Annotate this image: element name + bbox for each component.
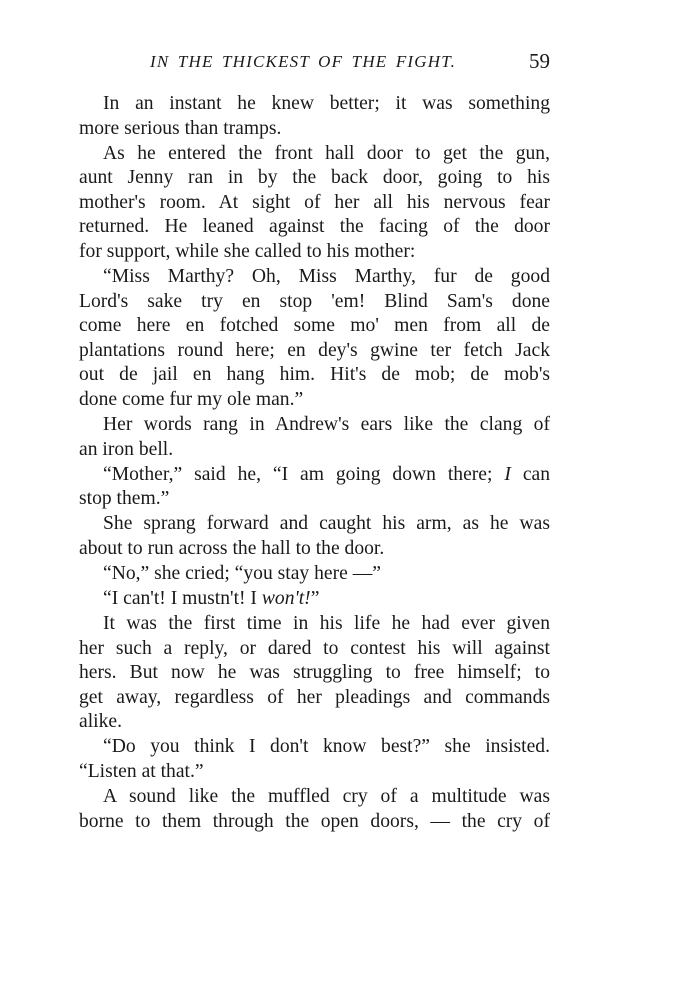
text-run: aunt Jenny ran in by the back door, going to his (79, 167, 550, 189)
text-run: “Listen at that.” (79, 760, 204, 782)
text-run: As he entered the front hall door to get the gun, (103, 142, 550, 164)
text-line (79, 290, 550, 315)
text-run: “Do you think I don't know best?” she insisted. (103, 736, 550, 758)
paragraph (79, 512, 550, 561)
text-run: about to run across the hall to the door. (79, 537, 385, 559)
text-run: an iron bell. (79, 438, 174, 460)
text-run: Her words rang in Andrew's ears like the clang of (103, 414, 550, 436)
text-line (79, 240, 550, 265)
text-line (79, 760, 550, 785)
text-run: for support, while she called to his mother: (79, 241, 416, 262)
text-line (79, 710, 550, 735)
text-run: get away, regardless of her pleadings and commands (79, 686, 550, 708)
text-line (79, 512, 550, 537)
text-run: done come fur my ole man.” (79, 389, 304, 410)
text-run: her such a reply, or dared to contest his will against (79, 637, 550, 659)
text-run: borne to them through the open doors, — the cry of (79, 810, 550, 832)
italic-text: I (504, 463, 511, 485)
text-run: “I can't! I mustn't! I (103, 587, 262, 609)
text-line (79, 438, 550, 463)
text-run: ” (310, 587, 320, 609)
text-run: Lord's sake try en stop 'em! Blind Sam's done (79, 290, 550, 312)
text-line (79, 388, 550, 413)
text-run: plantations round here; en dey's gwine ter fetch Jack (79, 339, 550, 361)
text-line (79, 265, 550, 290)
running-head: IN THE THICKEST OF THE FIGHT. (150, 52, 457, 71)
text-run: “Mother,” said he, “I am going down there; (103, 463, 505, 485)
text-line (79, 215, 550, 240)
text-line (79, 363, 550, 388)
text-line (79, 191, 550, 216)
italic-text: won't! (261, 587, 311, 609)
text-line (79, 463, 550, 488)
text-run: “No,” she cried; “you stay here —” (103, 562, 382, 584)
text-line (79, 142, 550, 167)
text-run: stop them.” (79, 488, 170, 510)
text-line (79, 487, 550, 512)
paragraph (79, 735, 550, 784)
paragraph (79, 265, 550, 413)
paragraph (79, 587, 550, 612)
paragraph (79, 562, 550, 587)
text-line (79, 562, 550, 587)
paragraph (79, 785, 550, 834)
text-line (79, 686, 550, 711)
text-line (79, 537, 550, 562)
text-run: “Miss Marthy? Oh, Miss Marthy, fur de good (103, 266, 550, 288)
text-run: come here en fotched some mo' men from all de (79, 315, 550, 337)
text-line (79, 314, 550, 339)
text-run: She sprang forward and caught his arm, as he was (103, 513, 550, 535)
text-line (79, 661, 550, 686)
text-line (79, 637, 550, 662)
paragraph (79, 612, 550, 735)
text-run: more serious than tramps. (79, 117, 282, 139)
text-line (79, 117, 550, 142)
paragraph (79, 413, 550, 462)
text-line (79, 785, 550, 810)
text-run: returned. He leaned against the facing of the door (79, 216, 550, 238)
text-line (79, 339, 550, 364)
body-text (79, 92, 550, 835)
text-line (79, 92, 550, 117)
paragraph (79, 463, 550, 512)
text-run: can (510, 463, 551, 485)
text-line (79, 612, 550, 637)
text-line (79, 587, 550, 612)
text-run: A sound like the muffled cry of a multitude was (103, 786, 550, 807)
text-line (79, 735, 550, 760)
text-line (79, 413, 550, 438)
text-run: In an instant he knew better; it was something (103, 93, 550, 114)
text-run: hers. But now he was struggling to free himself; to (79, 662, 550, 684)
text-run: mother's room. At sight of her all his nervous fear (79, 191, 550, 213)
paragraph (79, 92, 550, 141)
text-line (79, 166, 550, 191)
page-header (150, 49, 550, 78)
text-run: alike. (79, 711, 122, 733)
page-number: 59 (529, 49, 550, 73)
text-run: out de jail en hang him. Hit's de mob; de mob's (79, 364, 550, 386)
paragraph (79, 142, 550, 265)
text-run: It was the first time in his life he had ever given (103, 612, 550, 634)
text-line (79, 810, 550, 835)
